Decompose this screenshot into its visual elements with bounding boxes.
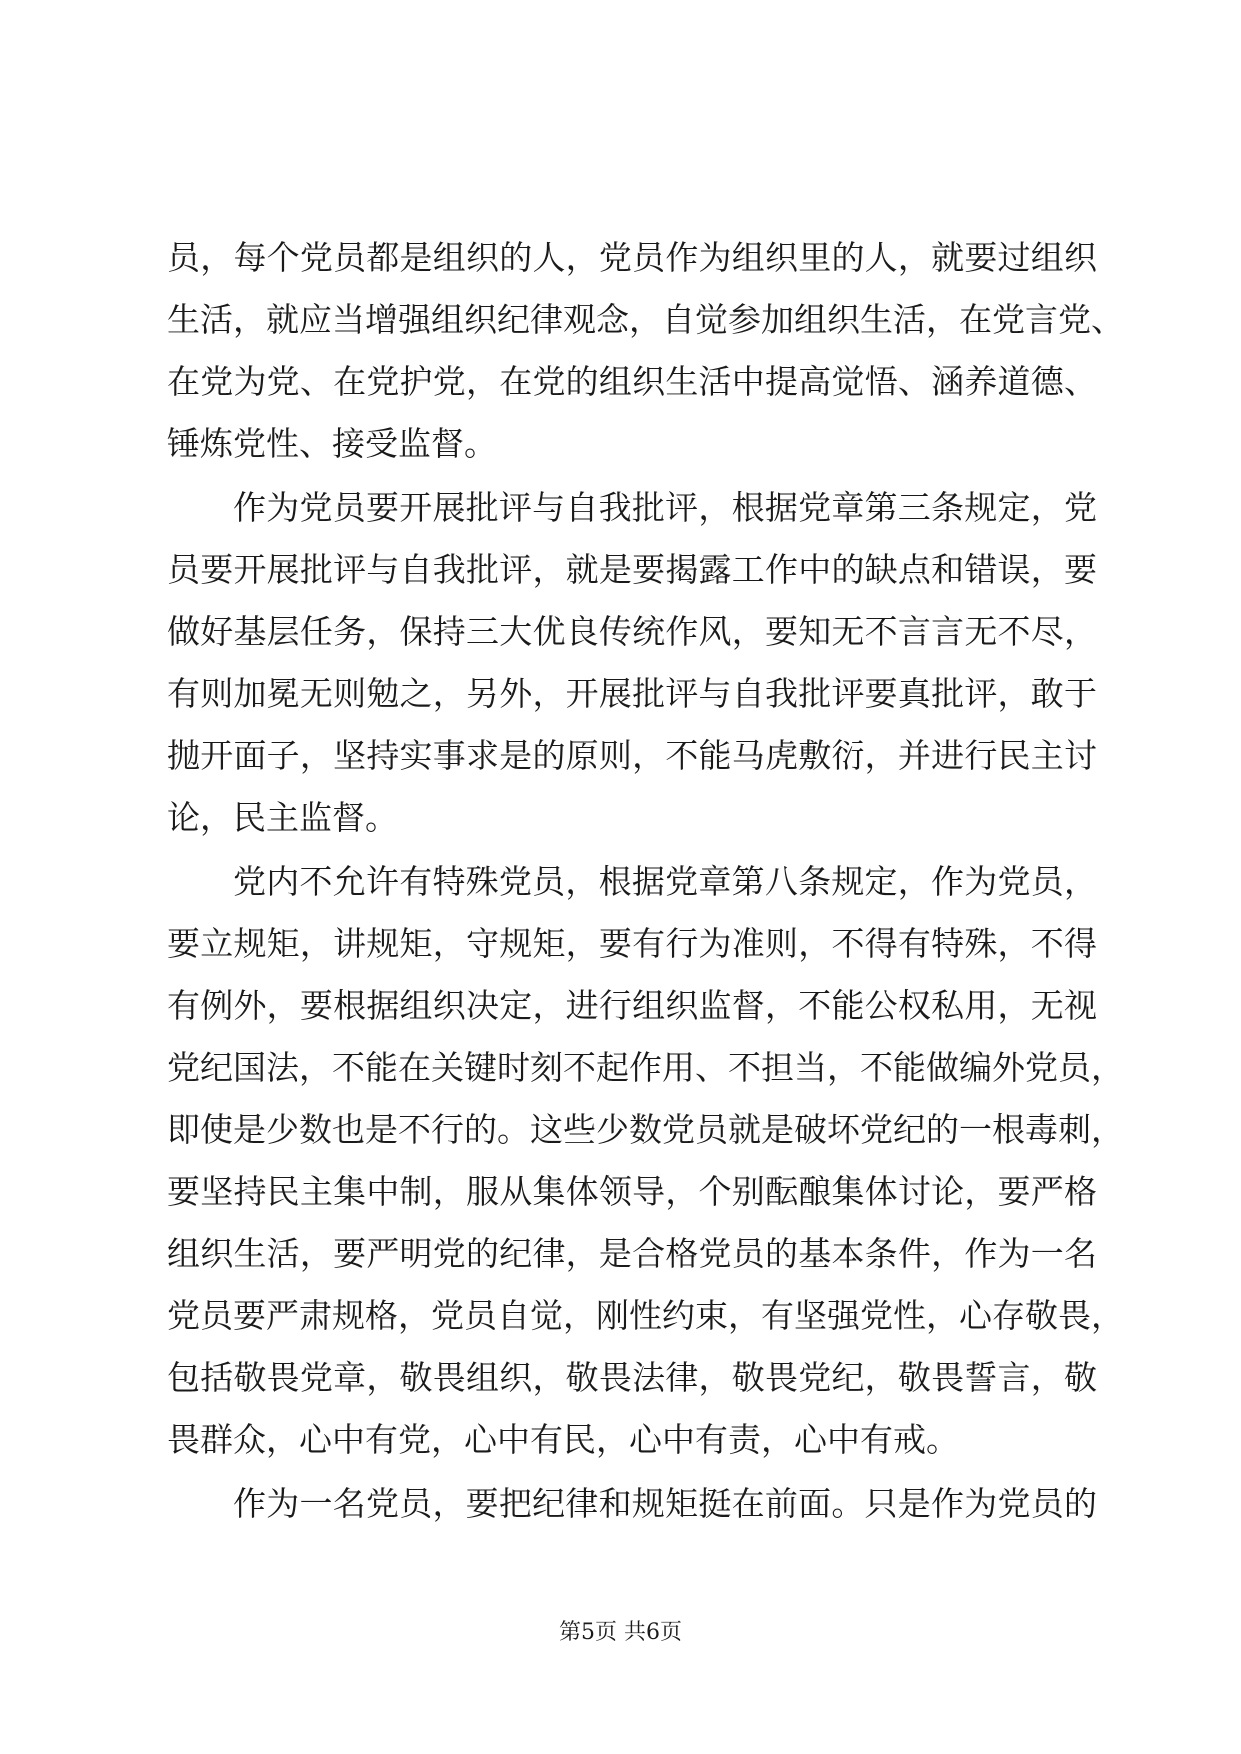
paragraph-4 (167, 1473, 1097, 1535)
text-line: 生活，就应当增强组织纪律观念，自觉参加组织生活，在党言党、 (167, 300, 1124, 339)
text-line: 锤炼党性、接受监督。 (167, 424, 497, 463)
text-line: 有则加冕无则勉之，另外，开展批评与自我批评要真批评，敢于 (167, 674, 1097, 713)
text-line: 组织生活，要严明党的纪律，是合格党员的基本条件，作为一名 (167, 1234, 1097, 1273)
text-line: 包括敬畏党章，敬畏组织，敬畏法律，敬畏党纪，敬畏誓言，敬 (167, 1358, 1097, 1397)
text-line: 论，民主监督。 (167, 798, 398, 837)
document-body (167, 227, 1124, 1537)
text-line: 要坚持民主集中制，服从集体领导，个别酝酿集体讨论，要严格 (167, 1172, 1097, 1211)
text-line: 抛开面子，坚持实事求是的原则，不能马虎敷衍，并进行民主讨 (167, 736, 1097, 775)
text-line: 员，每个党员都是组织的人，党员作为组织里的人，就要过组织 (167, 238, 1097, 277)
text-line: 要立规矩，讲规矩，守规矩，要有行为准则，不得有特殊，不得 (167, 924, 1097, 963)
paragraph-1 (167, 227, 1124, 475)
text-line: 有例外，要根据组织决定，进行组织监督，不能公权私用，无视 (167, 986, 1097, 1025)
page-footer (0, 1615, 1241, 1646)
page-number-label: 第5页 共6页 (559, 1620, 682, 1645)
text-line: 党内不允许有特殊党员，根据党章第八条规定，作为党员， (233, 862, 1097, 901)
text-line: 员要开展批评与自我批评，就是要揭露工作中的缺点和错误，要 (167, 550, 1097, 589)
text-line: 在党为党、在党护党，在党的组织生活中提高觉悟、涵养道德、 (167, 362, 1097, 401)
paragraph-3 (167, 851, 1124, 1471)
text-line: 做好基层任务，保持三大优良传统作风，要知无不言言无不尽， (167, 612, 1097, 651)
text-line: 党员要严肃规格，党员自觉，刚性约束，有坚强党性，心存敬畏， (167, 1296, 1124, 1335)
text-line: 党纪国法，不能在关键时刻不起作用、不担当，不能做编外党员， (167, 1048, 1124, 1087)
text-line: 作为党员要开展批评与自我批评，根据党章第三条规定，党 (233, 488, 1097, 527)
paragraph-2 (167, 477, 1097, 849)
text-line: 作为一名党员，要把纪律和规矩挺在前面。只是作为党员的 (233, 1484, 1097, 1523)
text-line: 畏群众，心中有党，心中有民，心中有责，心中有戒。 (167, 1420, 959, 1459)
text-line: 即使是少数也是不行的。这些少数党员就是破坏党纪的一根毒刺， (167, 1110, 1124, 1149)
